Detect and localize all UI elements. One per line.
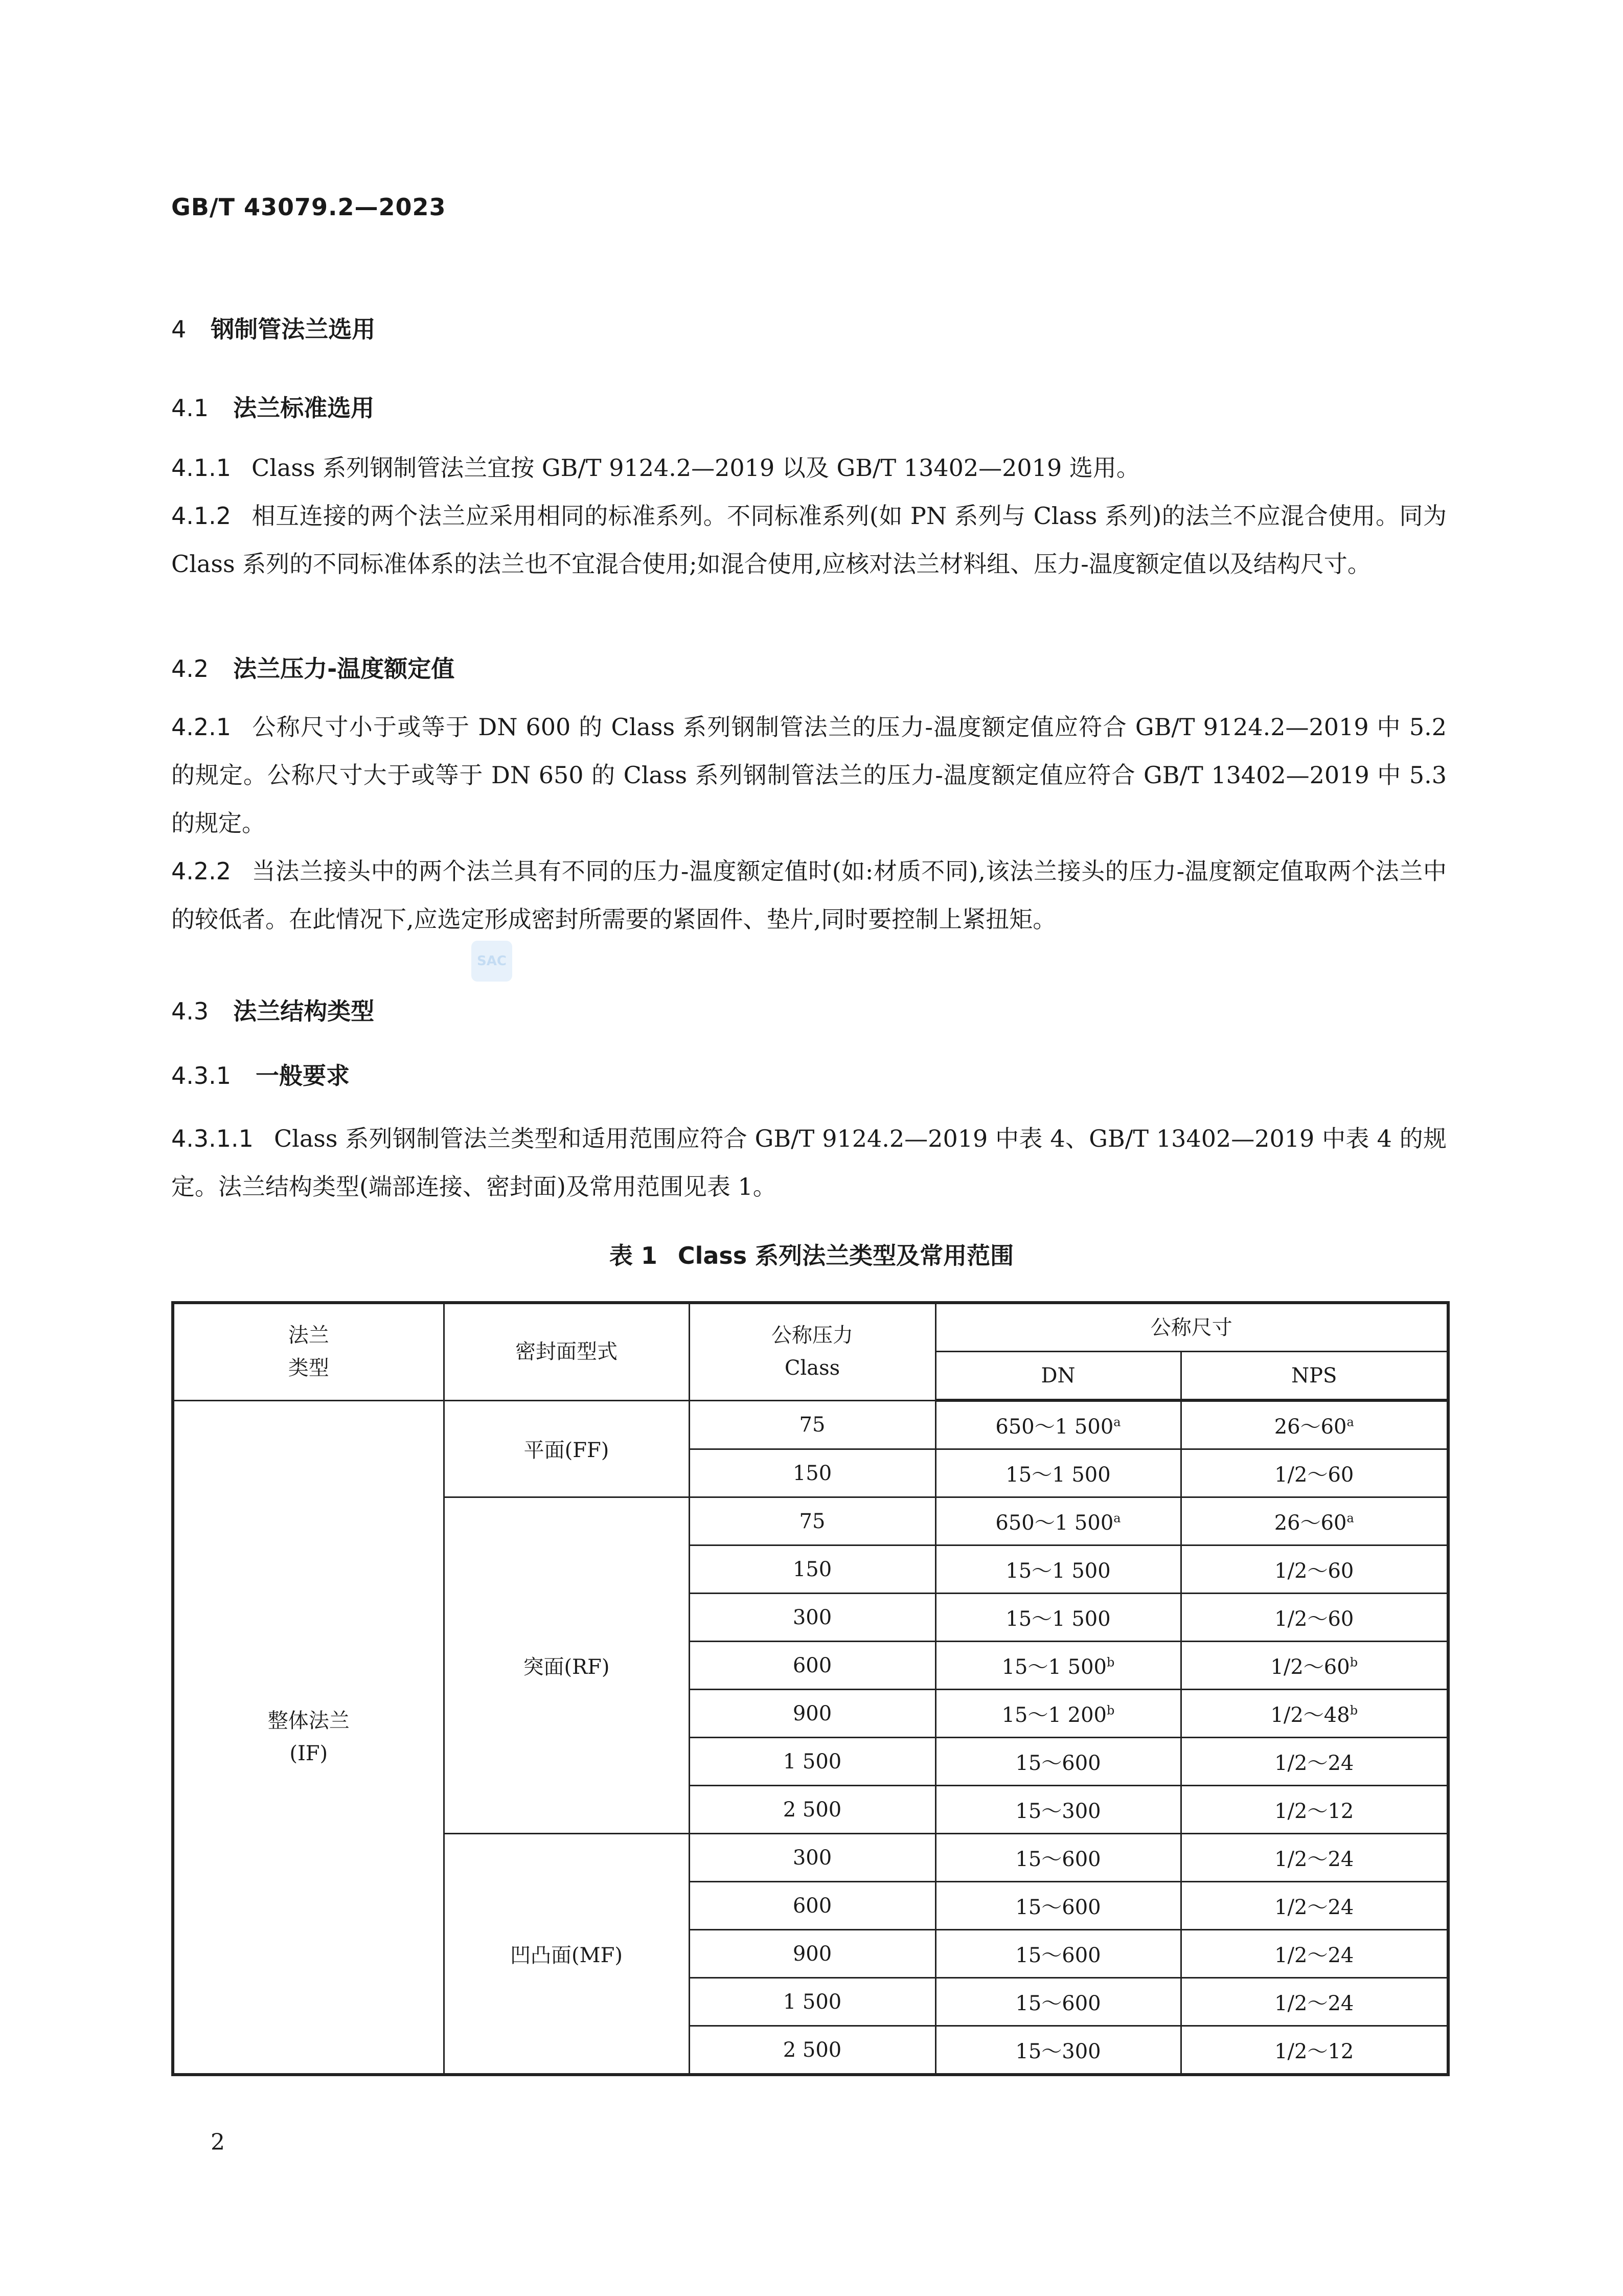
cell-dn [935,1545,1181,1594]
cell-dn [935,1930,1181,1978]
clause-number: 4.2.2 [171,857,232,885]
cell-dn [935,1738,1181,1786]
cell-dn [935,1594,1181,1642]
nps-range: 26～60 [1274,1511,1347,1535]
cell-class: 600 [689,1882,935,1930]
cell-dn [935,1690,1181,1738]
table-title [0,1237,1623,1271]
cell-class: 900 [689,1930,935,1978]
footnote-marker: a [1346,1415,1354,1429]
nps-range: 1/2～48 [1270,1703,1350,1727]
cell-dn [935,1642,1181,1690]
dn-range: 15～600 [1015,1752,1101,1775]
section-number: 4.3 [171,997,209,1025]
header-nps: NPS [1181,1352,1448,1401]
nps-range: 1/2～24 [1274,1896,1354,1919]
section-4-1-heading [171,390,374,423]
cell-class: 1 500 [689,1978,935,2026]
clause-text: Class 系列钢制管法兰宜按 GB/T 9124.2—2019 以及 GB/T 13402—2019 选用。 [252,454,1140,482]
section-title: 法兰压力-温度额定值 [233,655,455,683]
footnote-marker: a [1113,1415,1121,1429]
table-row [173,1400,1448,1449]
clause-number: 4.3.1.1 [171,1125,254,1152]
footnote-marker: a [1113,1511,1121,1526]
cell-dn [935,1786,1181,1834]
section-title: 法兰标准选用 [233,394,375,422]
cell-nps [1181,1738,1448,1786]
cell-dn [935,1400,1181,1449]
dn-range: 650～1 500 [995,1511,1114,1535]
section-4-3-1-heading [171,1057,350,1091]
section-number: 4.1 [171,394,209,422]
flange-type-table [171,1301,1450,2076]
cell-class: 150 [689,1449,935,1497]
section-title: 一般要求 [256,1062,350,1089]
paragraph-4-2-1 [171,703,1447,847]
nps-range: 26～60 [1274,1415,1347,1439]
section-number: 4.2 [171,655,209,683]
nps-range: 1/2～12 [1274,2040,1354,2063]
dn-range: 15～600 [1015,1848,1101,1871]
cell-dn [935,1978,1181,2026]
section-title: 法兰结构类型 [233,997,375,1025]
clause-number: 4.1.2 [171,502,232,530]
paragraph-4-1-2 [171,492,1447,588]
footnote-marker: b [1107,1703,1115,1718]
cell-nps [1181,1497,1448,1545]
clause-number: 4.2.1 [171,713,232,741]
cell-nps [1181,1882,1448,1930]
table-number: 表 1 [609,1242,657,1269]
cell-seal-face: 突面(RF) [444,1497,689,1834]
cell-nps [1181,1930,1448,1978]
cell-class: 1 500 [689,1738,935,1786]
table-caption: Class 系列法兰类型及常用范围 [677,1242,1014,1269]
cell-class: 900 [689,1690,935,1738]
dn-range: 15～1 500 [1001,1655,1107,1679]
cell-seal-face: 凹凸面(MF) [444,1834,689,2075]
nps-range: 1/2～60 [1274,1463,1354,1487]
header-seal-face: 密封面型式 [444,1303,689,1400]
nps-range: 1/2～24 [1274,1944,1354,1967]
cell-class: 2 500 [689,1786,935,1834]
cell-nps [1181,1834,1448,1882]
cell-seal-face: 平面(FF) [444,1400,689,1497]
cell-nps [1181,1594,1448,1642]
cell-nps [1181,1978,1448,2026]
header-dn: DN [935,1352,1181,1401]
cell-class: 300 [689,1594,935,1642]
section-number: 4 [171,315,187,343]
dn-range: 15～600 [1015,1992,1101,2015]
table-header-row [173,1303,1448,1352]
cell-dn [935,1449,1181,1497]
dn-range: 15～1 200 [1001,1703,1107,1727]
cell-nps [1181,1642,1448,1690]
footnote-marker: b [1350,1703,1358,1718]
table-body [173,1400,1448,2075]
paragraph-4-1-1 [171,444,1447,492]
cell-dn [935,1497,1181,1545]
dn-range: 15～600 [1015,1944,1101,1967]
cell-nps [1181,1690,1448,1738]
footnote-marker: b [1107,1655,1115,1670]
clause-text: 相互连接的两个法兰应采用相同的标准系列。不同标准系列(如 PN 系列与 Class 系列)的法兰不应混合使用。同为 Class 系列的不同标准体系的法兰也不宜混合使用;如混合使用,应核对法兰材料组、压力-温度额定值以及结构尺寸。 [171,502,1447,578]
section-4-2-heading [171,650,454,684]
footnote-marker: b [1350,1655,1358,1670]
nps-range: 1/2～60 [1274,1559,1354,1583]
paragraph-4-2-2 [171,847,1447,943]
nps-range: 1/2～24 [1274,1752,1354,1775]
dn-range: 650～1 500 [995,1415,1114,1439]
nps-range: 1/2～60 [1270,1655,1350,1679]
clause-text: 公称尺寸小于或等于 DN 600 的 Class 系列钢制管法兰的压力-温度额定值应符合 GB/T 9124.2—2019 中 5.2 的规定。公称尺寸大于或等于 DN 650 的 Class 系列钢制管法兰的压力-温度额定值应符合 GB/T 13402—2019 中 5.3 的规定。 [171,713,1447,837]
document-header: GB/T 43079.2—2023 [171,193,446,221]
clause-number: 4.1.1 [171,454,232,482]
sac-watermark-logo: SAC [471,941,512,982]
cell-dn [935,1834,1181,1882]
header-flange-type: 法兰 类型 [173,1303,444,1400]
dn-range: 15～600 [1015,1896,1101,1919]
nps-range: 1/2～24 [1274,1848,1354,1871]
dn-range: 15～1 500 [1005,1607,1111,1631]
header-nominal-size: 公称尺寸 [935,1303,1448,1352]
cell-nps [1181,2026,1448,2075]
cell-class: 2 500 [689,2026,935,2075]
nps-range: 1/2～60 [1274,1607,1354,1631]
cell-class: 600 [689,1642,935,1690]
section-4-3-heading [171,993,374,1027]
header-nominal-pressure: 公称压力 Class [689,1303,935,1400]
dn-range: 15～1 500 [1005,1463,1111,1487]
clause-text: 当法兰接头中的两个法兰具有不同的压力-温度额定值时(如:材质不同),该法兰接头的压力-温度额定值取两个法兰中的较低者。在此情况下,应选定形成密封所需要的紧固件、垫片,同时要控制上紧扭矩。 [171,857,1447,933]
cell-nps [1181,1400,1448,1449]
cell-class: 300 [689,1834,935,1882]
nps-range: 1/2～12 [1274,1800,1354,1823]
section-title: 钢制管法兰选用 [211,315,376,343]
cell-dn [935,1882,1181,1930]
cell-nps [1181,1786,1448,1834]
clause-text: Class 系列钢制管法兰类型和适用范围应符合 GB/T 9124.2—2019 中表 4、GB/T 13402—2019 中表 4 的规定。法兰结构类型(端部连接、密封面)及常用范围见表 1。 [171,1125,1447,1200]
section-number: 4.3.1 [171,1062,232,1089]
dn-range: 15～300 [1015,2040,1101,2063]
cell-class: 75 [689,1497,935,1545]
cell-class: 75 [689,1400,935,1449]
cell-class: 150 [689,1545,935,1594]
page-number: 2 [211,2129,225,2155]
section-4-heading [171,311,375,345]
footnote-marker: a [1346,1511,1354,1526]
nps-range: 1/2～24 [1274,1992,1354,2015]
cell-nps [1181,1449,1448,1497]
cell-dn [935,2026,1181,2075]
cell-nps [1181,1545,1448,1594]
cell-flange-type: 整体法兰 (IF) [173,1400,444,2075]
paragraph-4-3-1-1 [171,1115,1447,1211]
dn-range: 15～1 500 [1005,1559,1111,1583]
dn-range: 15～300 [1015,1800,1101,1823]
